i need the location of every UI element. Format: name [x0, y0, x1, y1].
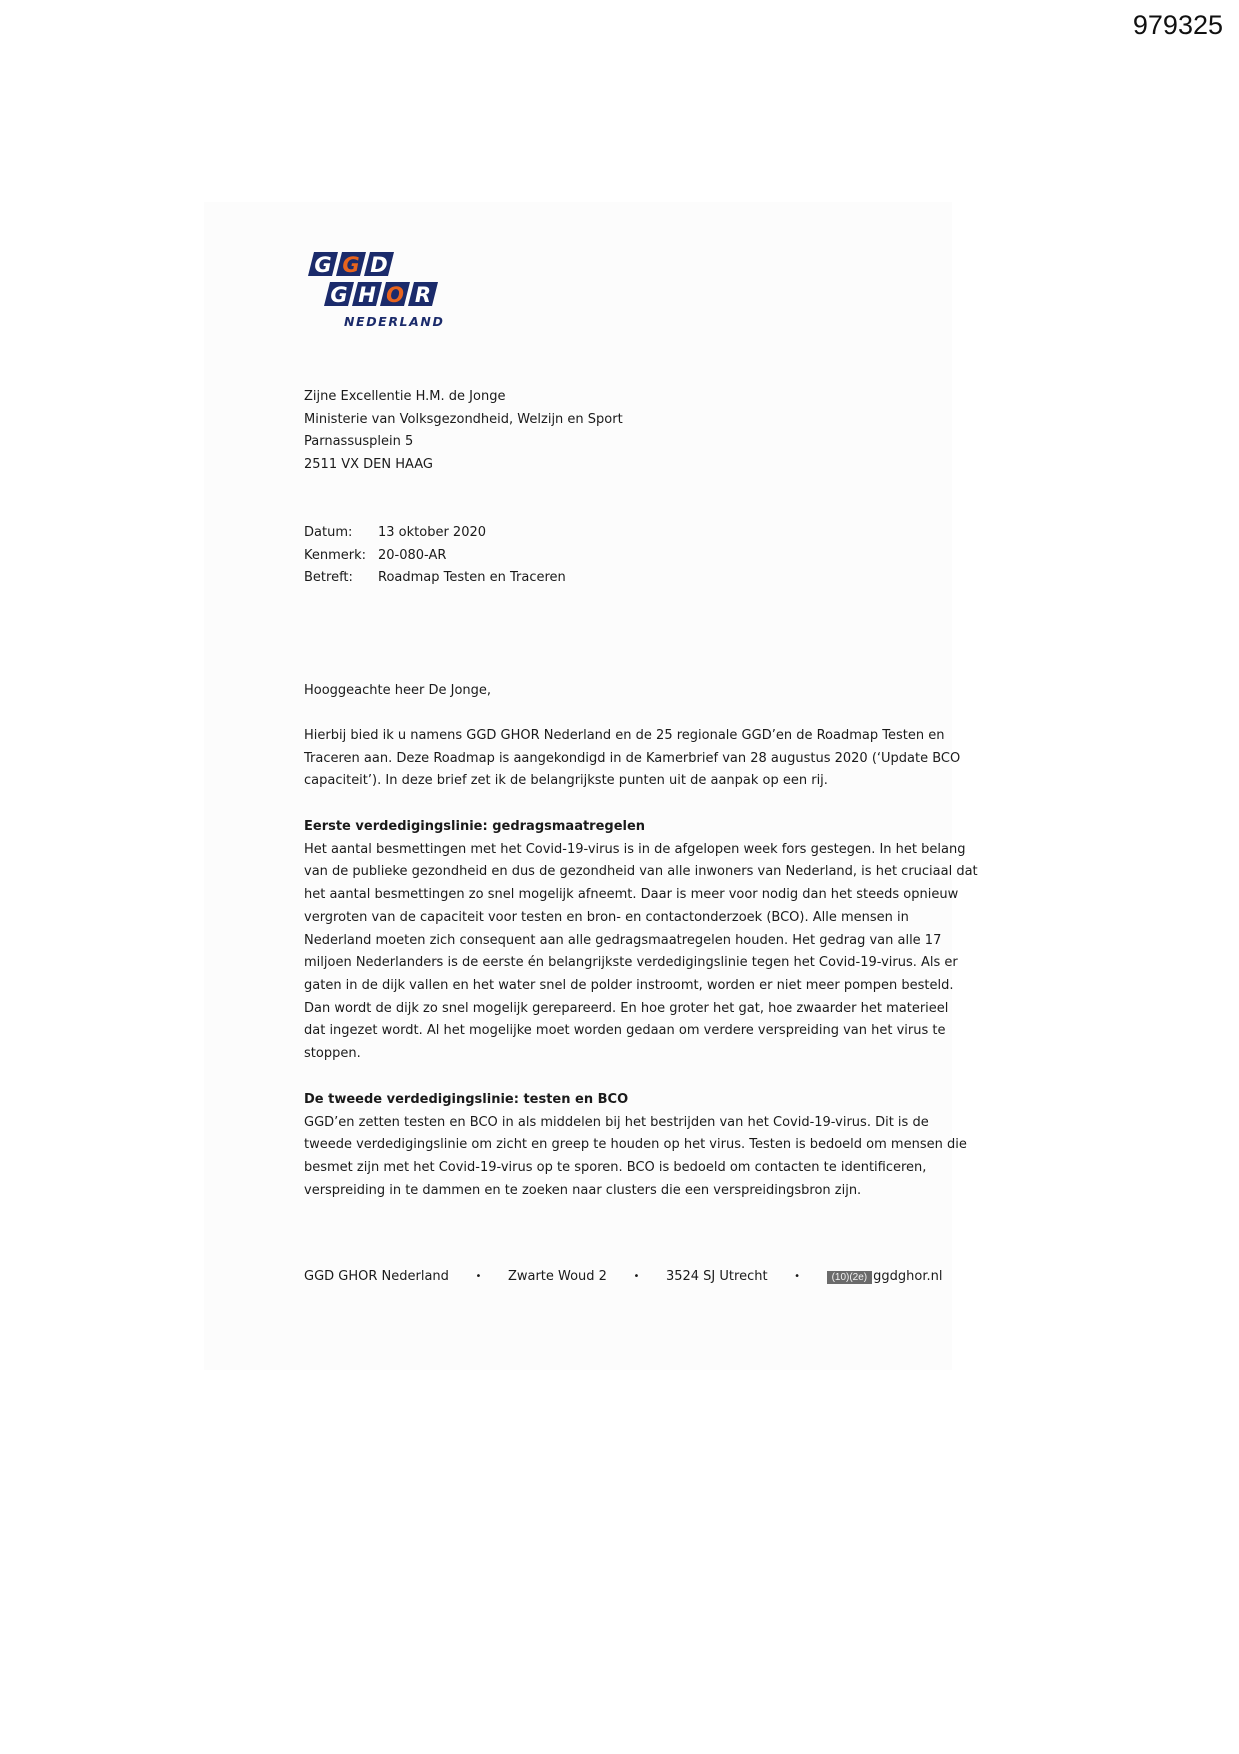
meta-label: Betreft: [304, 570, 353, 586]
redaction-mark: (10)(2e) [827, 1271, 873, 1284]
footer-email-domain: ggdghor.nl [873, 1269, 943, 1284]
meta-row-datum [304, 522, 566, 545]
paragraph-line: miljoen Nederlanders is de eerste én belangrijkste verdedigingslinie tegen het Covid-19-virus. Als er [304, 955, 958, 971]
address-line-ministry: Ministerie van Volksgezondheid, Welzijn en Sport [304, 411, 623, 427]
paragraph-line: gaten in de dijk vallen en het water snel de polder instroomt, worden er niet meer pompen besteld. [304, 977, 954, 993]
address-line-street: Parnassusplein 5 [304, 434, 414, 450]
paragraph-line: vergroten van de capaciteit voor testen en bron- en contactonderzoek (BCO). Alle mensen in [304, 909, 909, 925]
meta-row-betreft [304, 567, 566, 590]
ggd-ghor-logo [308, 250, 460, 336]
paragraph-line: dat ingezet wordt. Al het mogelijke moet worden gedaan om verdere verspreiding van het virus te [304, 1023, 946, 1039]
address-line-city: 2511 VX DEN HAAG [304, 457, 433, 473]
svg-text:O: O [386, 283, 404, 307]
paragraph-line: Het aantal besmettingen met het Covid-19-virus is in de afgelopen week fors gestegen. In het belang [304, 841, 966, 857]
paragraph-line: Nederland moeten zich consequent aan alle gedragsmaatregelen houden. Het gedrag van alle 17 [304, 932, 942, 948]
intro-paragraph [304, 725, 964, 793]
paragraph-line: Traceren aan. Deze Roadmap is aangekondigd in de Kamerbrief van 28 augustus 2020 (‘Update BCO [304, 750, 961, 766]
svg-text:G: G [342, 253, 360, 277]
paragraph-line: capaciteit’). In deze brief zet ik de belangrijkste punten uit de aanpak op een rij. [304, 773, 828, 789]
svg-text:NEDERLAND: NEDERLAND [344, 314, 445, 329]
address-line-name: Zijne Excellentie H.M. de Jonge [304, 389, 506, 404]
svg-text:R: R [414, 283, 432, 307]
paragraph-line: stoppen. [304, 1046, 361, 1062]
paragraph-line: verspreiding in te dammen en te zoeken naar clusters die een verspreidingsbron zijn. [304, 1182, 862, 1198]
document-id: 979325 [1132, 10, 1223, 40]
meta-label: Kenmerk: [304, 547, 367, 563]
letter-footer [304, 1266, 942, 1288]
paragraph-line: Dan wordt de dijk zo snel mogelijk gerepareerd. En hoe groter het gat, hoe zwaarder het materieel [304, 1000, 949, 1016]
svg-text:D: D [370, 253, 388, 277]
letter-metadata [304, 522, 566, 590]
paragraph-line: Hierbij bied ik u namens GGD GHOR Nederland en de 25 regionale GGD’en de Roadmap Testen en [304, 728, 945, 743]
section-body [304, 839, 978, 1066]
footer-bullet: • [794, 1271, 801, 1282]
section-heading: De tweede verdedigingslinie: testen en BCO [304, 1092, 629, 1107]
footer-bullet: • [633, 1271, 640, 1282]
meta-value: Roadmap Testen en Traceren [378, 570, 566, 586]
meta-value: 20-080-AR [378, 547, 447, 563]
svg-text:H: H [358, 283, 376, 307]
footer-city: 3524 SJ Utrecht [665, 1269, 768, 1284]
section-body [304, 1112, 967, 1203]
section-heading: Eerste verdedigingslinie: gedragsmaatregelen [304, 819, 646, 834]
paragraph-line: GGD’en zetten testen en BCO in als middelen bij het bestrijden van het Covid-19-virus. Dit is de [304, 1114, 929, 1130]
svg-text:G: G [330, 283, 348, 307]
footer-org: GGD GHOR Nederland [304, 1269, 449, 1284]
paragraph-line: het aantal besmettingen zo snel mogelijk afneemt. Daar is meer voor nodig dan het steeds opnieuw [304, 887, 959, 903]
paragraph-line: besmet zijn met het Covid-19-virus op te sporen. BCO is bedoeld om contacten te identificeren, [304, 1160, 927, 1176]
paragraph-line: van de publieke gezondheid en dus de gezondheid van alle inwoners van Nederland, is het cruciaal dat [304, 864, 978, 880]
meta-value: 13 oktober 2020 [378, 525, 487, 540]
section-first-line-of-defence [304, 816, 978, 1066]
footer-street: Zwarte Woud 2 [507, 1269, 607, 1284]
footer-bullet: • [475, 1271, 482, 1282]
paragraph-line: tweede verdedigingslinie om zicht en greep te houden op het virus. Testen is bedoeld om mensen die [304, 1137, 967, 1153]
salutation: Hooggeachte heer De Jonge, [304, 683, 492, 698]
recipient-address [304, 386, 623, 477]
section-second-line-of-defence [304, 1089, 967, 1203]
meta-label: Datum: [304, 525, 353, 540]
meta-row-kenmerk [304, 545, 566, 568]
svg-text:G: G [314, 253, 332, 277]
